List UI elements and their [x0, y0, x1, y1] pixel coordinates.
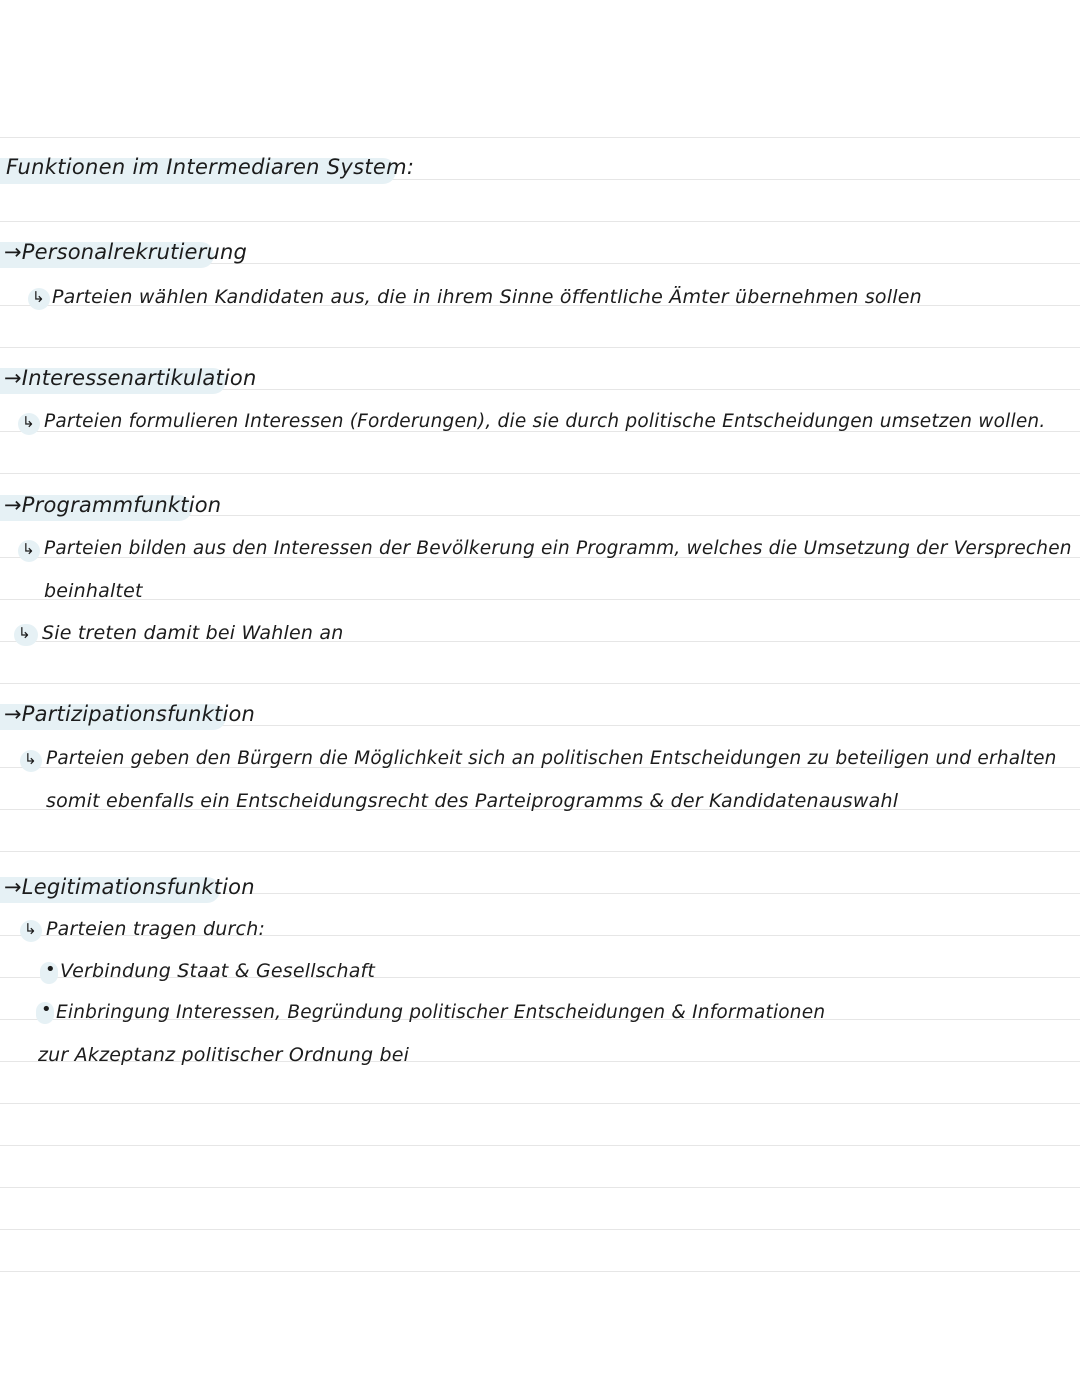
section-text-line: Einbringung Interessen, Begründung politischer Entscheidungen & Informationen — [56, 1002, 826, 1023]
section-text-line: Verbindung Staat & Gesellschaft — [60, 960, 376, 982]
sub-arrow-icon: ↳ — [32, 288, 45, 306]
section-text-line: zur Akzeptanz politischer Ordnung bei — [38, 1044, 410, 1066]
section-text-line: Parteien geben den Bürgern die Möglichkeit sich an politischen Entscheidungen zu beteiligen und erhalten — [46, 748, 1057, 769]
section-text-line: Parteien formulieren Interessen (Forderungen), die sie durch politische Entscheidungen umsetzen wollen. — [44, 411, 1046, 432]
sub-arrow-icon: ↳ — [22, 413, 35, 431]
bullet-dot: • — [45, 959, 56, 980]
ruled-line — [0, 599, 1080, 600]
section-heading: →Personalrekrutierung — [4, 240, 248, 264]
ruled-line — [0, 851, 1080, 852]
section-heading: →Legitimationsfunktion — [4, 875, 255, 899]
section-heading: →Interessenartikulation — [4, 366, 257, 390]
sub-arrow-icon: ↳ — [24, 750, 37, 768]
section-heading: →Programmfunktion — [4, 493, 222, 517]
section-text-line: Parteien tragen durch: — [46, 918, 266, 940]
section-text-line: Parteien wählen Kandidaten aus, die in ihrem Sinne öffentliche Ämter übernehmen sollen — [52, 286, 922, 308]
ruled-line — [0, 221, 1080, 222]
ruled-line — [0, 1103, 1080, 1104]
section-text-line: Sie treten damit bei Wahlen an — [42, 622, 344, 644]
ruled-line — [0, 137, 1080, 138]
ruled-line — [0, 1187, 1080, 1188]
page-title: Funktionen im Intermediaren System: — [6, 155, 415, 179]
sub-arrow-icon: ↳ — [18, 624, 31, 642]
section-text-line: Parteien bilden aus den Interessen der Bevölkerung ein Programm, welches die Umsetzung der Versprechen — [44, 538, 1072, 559]
sub-arrow-icon: ↳ — [24, 920, 37, 938]
ruled-line — [0, 347, 1080, 348]
sub-arrow-icon: ↳ — [22, 540, 35, 558]
section-text-line: somit ebenfalls ein Entscheidungsrecht des Parteiprogramms & der Kandidatenauswahl — [46, 790, 899, 812]
ruled-line — [0, 1145, 1080, 1146]
ruled-line — [0, 683, 1080, 684]
section-heading: →Partizipationsfunktion — [4, 702, 256, 726]
ruled-line — [0, 1271, 1080, 1272]
bullet-dot: • — [41, 999, 52, 1020]
section-text-line: beinhaltet — [44, 580, 143, 602]
ruled-line — [0, 1229, 1080, 1230]
ruled-line — [0, 473, 1080, 474]
